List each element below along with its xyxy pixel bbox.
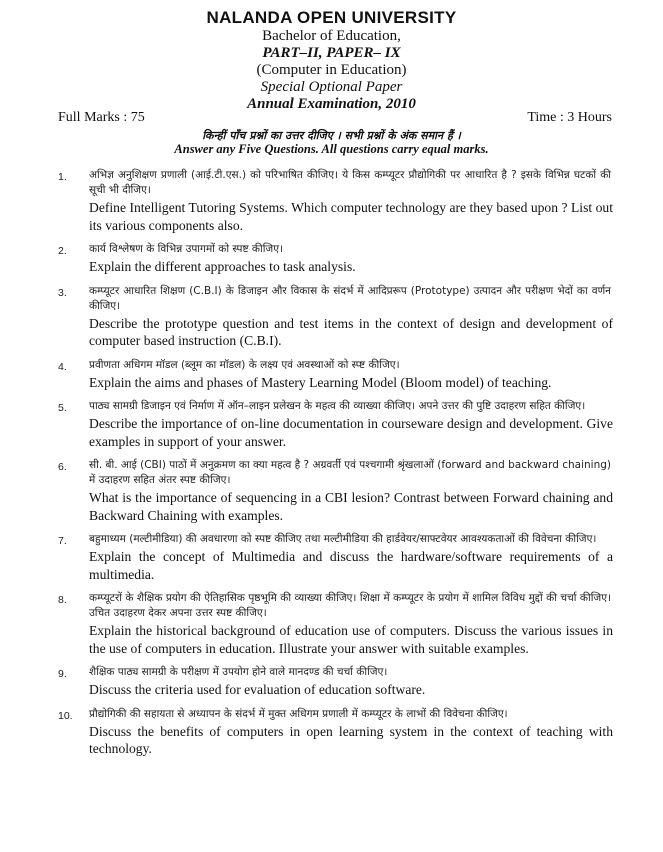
question-number: 5. xyxy=(58,402,67,414)
question-text-english: Describe the importance of on-line documentation in courseware design and development. Give examples in support of your answer. xyxy=(89,416,613,449)
university-name: NALANDA OPEN UNIVERSITY xyxy=(206,8,457,27)
paper-type: Special Optional Paper xyxy=(260,79,403,95)
question-text-english: Explain the historical background of education use of computers. Discuss the various issues in the use of computers in education. Illustrate your answer with suitable examples. xyxy=(89,623,613,656)
question-text-hindi: अभिज्ञ अनुशिक्षण प्रणाली (आई.टी.एस.) को परिभाषित कीजिए। ये किस कम्प्यूटर प्रौद्योगिकी पर आधारित है ? इसके विभिन्न घटकों की सूची भी दीजिए। xyxy=(89,169,611,196)
question-text-hindi: कार्य विश्लेषण के विभिन्न उपागमों को स्पष्ट कीजिए। xyxy=(89,243,283,255)
question-text-hindi: शैक्षिक पाठ्य सामग्री के परीक्षण में उपयोग होने वाले मानदण्ड की चर्चा कीजिए। xyxy=(89,666,388,678)
question-text-hindi: प्रौद्योगिकी की सहायता से अध्यापन के संदर्भ में मुक्त अधिगम प्रणाली में कम्प्यूटर के लाभों की विवेचना कीजिए। xyxy=(89,707,508,720)
question-item xyxy=(0,234,663,276)
question-text-english: Explain the aims and phases of Mastery Learning Model (Bloom model) of teaching. xyxy=(89,374,552,390)
time-allowed: Time : 3 Hours xyxy=(527,110,612,125)
question-number: 7. xyxy=(58,535,67,547)
paper-header xyxy=(0,8,663,113)
instructions-english: Answer any Five Questions. All questions carry equal marks. xyxy=(174,142,489,156)
question-text-hindi: प्रवीणता अधिगम मॉडल (ब्लूम का मॉडल) के लक्ष्य एवं अवस्थाओं को स्प्ष्ट कीजिए। xyxy=(89,358,400,371)
course-title: (Computer in Education) xyxy=(256,62,407,78)
question-text-english: What is the importance of sequencing in a CBI lesion? Contrast between Forward chaining and Backward Chaining with examples. xyxy=(89,490,613,523)
exam-title: Annual Examination, 2010 xyxy=(247,96,416,112)
question-item xyxy=(0,699,663,758)
question-number: 3. xyxy=(58,286,67,299)
part-paper: PART–II, PAPER– IX xyxy=(262,45,401,61)
question-text-hindi: सी. बी. आई (CBI) पाठों में अनुक्रमण का क्या महत्व है ? अग्रवर्ती एवं पश्चगामी श्रृंखलाओं (forward and backward chaining) में उदाहरण सहित अंतर स्पष्ट कीजिए। xyxy=(89,459,611,486)
question-item xyxy=(0,276,663,350)
question-number: 10. xyxy=(58,709,73,722)
question-item xyxy=(0,160,663,234)
question-text-english: Discuss the benefits of computers in open learning system in the context of teaching with technology. xyxy=(89,723,613,756)
question-text-english: Explain the concept of Multimedia and discuss the hardware/software requirements of a multimedia. xyxy=(89,549,613,582)
instructions-hindi: किन्हीं पाँच प्रश्नों का उत्तर दीजिए । सभी प्रश्नों के अंक समान हैं । xyxy=(202,129,461,142)
question-item xyxy=(0,657,663,699)
question-text-english: Explain the different approaches to task analysis. xyxy=(89,259,356,274)
question-number: 2. xyxy=(58,245,67,257)
question-text-english: Define Intelligent Tutoring Systems. Which computer technology are they based upon ? List out its various components also. xyxy=(89,200,613,233)
question-item xyxy=(0,450,663,524)
programme-name: Bachelor of Education, xyxy=(262,28,401,44)
question-item xyxy=(0,524,663,583)
question-text-english: Discuss the criteria used for evaluation of education software. xyxy=(89,682,426,697)
question-text-hindi: बहुमाध्यम (मल्टीमीडिया) की अवधारणा को स्पष्ट कीजिए तथा मल्टीमीडिया की हार्डवेयर/साफ्टवेयर आवश्यकताओं की विवेचना कीजिए। xyxy=(89,533,597,545)
question-text-english: Describe the prototype question and test items in the context of design and development of computer based instruction (C.B.I). xyxy=(89,315,613,348)
question-text-hindi: पाठ्य सामग्री डिजाइन एवं निर्माण में ऑन–लाइन प्रलेखन के महत्व की व्याख्या कीजिए। अपने उत्तर की पुष्टि उदाहरण सहित कीजिए। xyxy=(89,400,586,412)
question-number: 8. xyxy=(58,594,67,606)
question-item xyxy=(0,583,663,657)
question-number: 1. xyxy=(58,171,67,183)
question-number: 9. xyxy=(58,668,67,680)
question-number: 6. xyxy=(58,461,67,473)
question-item xyxy=(0,350,663,392)
question-number: 4. xyxy=(58,360,67,373)
question-item xyxy=(0,391,663,450)
question-text-hindi: कम्प्यूटरों के शैक्षिक प्रयोग की ऐतिहासिक पृष्ठभूमि की व्याख्या कीजिए। शिक्षा में कम्प्यूटर के प्रयोग में शामिल विविध मुद्दों की चर्चा कीजिए। उचित उदाहरण देकर अपना उत्तर स्पष्ट कीजिए। xyxy=(89,592,611,619)
full-marks: Full Marks : 75 xyxy=(58,110,145,125)
questions-list xyxy=(0,160,663,758)
question-text-hindi: कम्प्यूटर आधारित शिक्षण (C.B.I) के डिजाइन और विकास के संदर्भ में आदिप्ररूप (Prototype) उत्पादन और परीक्षण भेदों का वर्णन कीजिए। xyxy=(89,284,611,312)
